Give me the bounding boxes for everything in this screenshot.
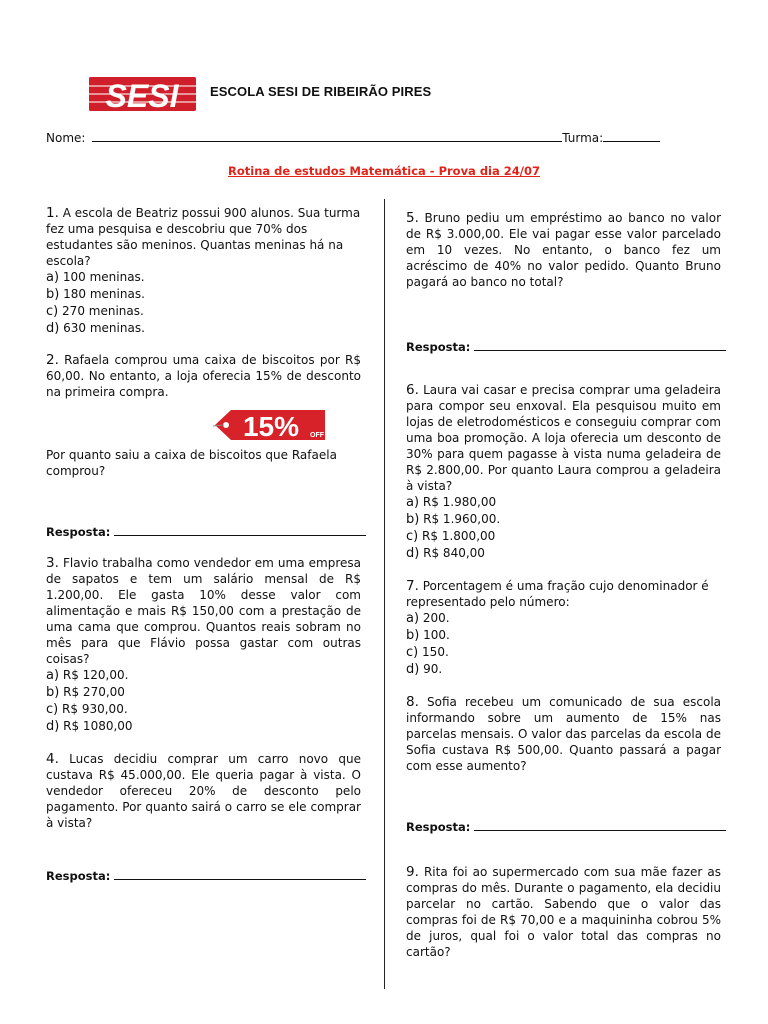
question-text: Rafaela comprou uma caixa de biscoitos por R$ 60,00. No entanto, a loja oferecia 15% de desconto na primeira compra. bbox=[46, 353, 361, 399]
question-text: Porcentagem é uma fração cujo denominador é representado pelo número: bbox=[406, 579, 709, 609]
question-text: Rita foi ao supermercado com sua mãe fazer as compras do mês. Durante o pagamento, ela decidiu parcelar no cartão. Sabendo que o valor das compras foi de R$ 70,00 e a maquininha cobrou 5% de juros, qual foi o valor total das compras no cartão? bbox=[406, 865, 721, 959]
question-2-prompt: Por quanto saiu a caixa de biscoitos que Rafaela comprou? bbox=[46, 448, 337, 478]
question-number: 5. bbox=[406, 210, 419, 226]
option-d[interactable]: d) 630 meninas. bbox=[46, 321, 145, 336]
badge-word: OFF bbox=[310, 432, 324, 439]
option-d[interactable]: d) R$ 840,00 bbox=[406, 546, 485, 561]
option-b[interactable]: b) 180 meninas. bbox=[46, 287, 145, 302]
answer-line-4 bbox=[46, 869, 361, 883]
question-7 bbox=[406, 578, 721, 610]
options-list bbox=[46, 269, 361, 337]
option-c[interactable]: c) 150. bbox=[406, 645, 449, 660]
question-number: 3. bbox=[46, 555, 59, 571]
answer-label: Resposta: bbox=[406, 340, 471, 354]
right-column bbox=[406, 210, 721, 960]
answer-line-8 bbox=[406, 820, 721, 834]
question-number: 2. bbox=[46, 352, 59, 368]
question-4 bbox=[46, 751, 361, 831]
answer-field[interactable] bbox=[114, 525, 366, 536]
question-5 bbox=[406, 210, 721, 290]
option-c[interactable]: c) R$ 1.800,00 bbox=[406, 529, 496, 544]
answer-field[interactable] bbox=[114, 869, 366, 880]
name-field[interactable] bbox=[92, 131, 562, 142]
class-field[interactable] bbox=[603, 131, 660, 142]
column-divider bbox=[384, 199, 385, 989]
answer-label: Resposta: bbox=[46, 869, 111, 883]
option-a[interactable]: a) R$ 1.980,00 bbox=[406, 495, 497, 510]
question-8 bbox=[406, 694, 721, 774]
question-text: A escola de Beatriz possui 900 alunos. Sua turma fez uma pesquisa e descobriu que 70% dos estudantes são meninos. Quantas meninas há na escola? bbox=[46, 206, 361, 268]
name-label: Nome: bbox=[46, 131, 86, 145]
option-d[interactable]: d) R$ 1080,00 bbox=[46, 719, 133, 734]
school-name: ESCOLA SESI DE RIBEIRÃO PIRES bbox=[210, 84, 432, 99]
question-6 bbox=[406, 382, 721, 494]
answer-line-5 bbox=[406, 340, 721, 354]
question-2 bbox=[46, 352, 361, 400]
answer-label: Resposta: bbox=[46, 525, 111, 539]
sesi-logo bbox=[89, 77, 196, 111]
answer-field[interactable] bbox=[474, 340, 726, 351]
class-label: Turma: bbox=[562, 131, 604, 145]
question-3 bbox=[46, 555, 361, 667]
option-b[interactable]: b) 100. bbox=[406, 628, 450, 643]
option-b[interactable]: b) R$ 1.960,00. bbox=[406, 512, 501, 527]
question-number: 7. bbox=[406, 578, 419, 594]
option-d[interactable]: d) 90. bbox=[406, 662, 443, 677]
question-number: 4. bbox=[46, 751, 59, 767]
option-a[interactable]: a) 100 meninas. bbox=[46, 270, 145, 285]
sesi-logo-graphic bbox=[89, 77, 196, 111]
options-list bbox=[46, 667, 361, 735]
discount-badge bbox=[213, 406, 327, 444]
option-b[interactable]: b) R$ 270,00 bbox=[46, 685, 125, 700]
answer-field[interactable] bbox=[474, 820, 726, 831]
question-number: 6. bbox=[406, 382, 419, 398]
answer-line-2 bbox=[46, 525, 361, 539]
student-info-row bbox=[46, 131, 686, 145]
question-text: Laura vai casar e precisa comprar uma geladeira para compor seu enxoval. Ela pesquisou muito em lojas de eletrodomésticos e conseguiu comprar com uma boa promoção. A loja oferecia um desconto de 30% para quem pagasse à vista numa geladeira de R$ 2.800,00. Por quanto Laura comprou a geladeira à vista? bbox=[406, 383, 721, 493]
question-text: Flavio trabalha como vendedor em uma empresa de sapatos e tem um salário mensal de R$ 1.200,00. Ele gasta 10% desse valor com alimentação e mais R$ 150,00 com a prestação de uma cama que comprou. Quantos reais sobram no mês para que Flávio possa gastar com outras coisas? bbox=[46, 556, 361, 666]
question-number: 8. bbox=[406, 694, 419, 710]
question-1 bbox=[46, 205, 361, 269]
options-list bbox=[406, 494, 721, 562]
question-number: 1. bbox=[46, 205, 59, 221]
routine-title-text: Rotina de estudos Matemática - Prova dia 24/07 bbox=[228, 164, 540, 178]
question-text: Bruno pediu um empréstimo ao banco no valor de R$ 3.000,00. Ele vai pagar esse valor parcelado em 10 vezes. No entanto, o banco fez um acréscimo de 40% no valor pedido. Quanto Bruno pagará ao banco no total? bbox=[406, 211, 721, 289]
option-c[interactable]: c) R$ 930,00. bbox=[46, 702, 128, 717]
option-c[interactable]: c) 270 meninas. bbox=[46, 304, 144, 319]
question-9 bbox=[406, 864, 721, 960]
option-a[interactable]: a) R$ 120,00. bbox=[46, 668, 129, 683]
routine-title bbox=[0, 164, 768, 178]
discount-tag-icon bbox=[213, 406, 327, 444]
question-number: 9. bbox=[406, 864, 419, 880]
left-column bbox=[46, 205, 361, 883]
answer-label: Resposta: bbox=[406, 820, 471, 834]
option-a[interactable]: a) 200. bbox=[406, 611, 450, 626]
question-text: Lucas decidiu comprar um carro novo que custava R$ 45.000,00. Ele queria pagar à vista. O vendedor ofereceu 20% de desconto pelo pagamento. Por quanto sairá o carro se ele comprar à vista? bbox=[46, 752, 361, 830]
logo-text: SESI bbox=[105, 78, 179, 111]
badge-value: 15% bbox=[242, 411, 300, 442]
options-list bbox=[406, 610, 721, 678]
question-text: Sofia recebeu um comunicado de sua escola informando sobre um aumento de 15% nas parcelas mensais. O valor das parcelas da escola de Sofia custava R$ 500,00. Quanto passará a pagar com esse aumento? bbox=[406, 695, 721, 773]
